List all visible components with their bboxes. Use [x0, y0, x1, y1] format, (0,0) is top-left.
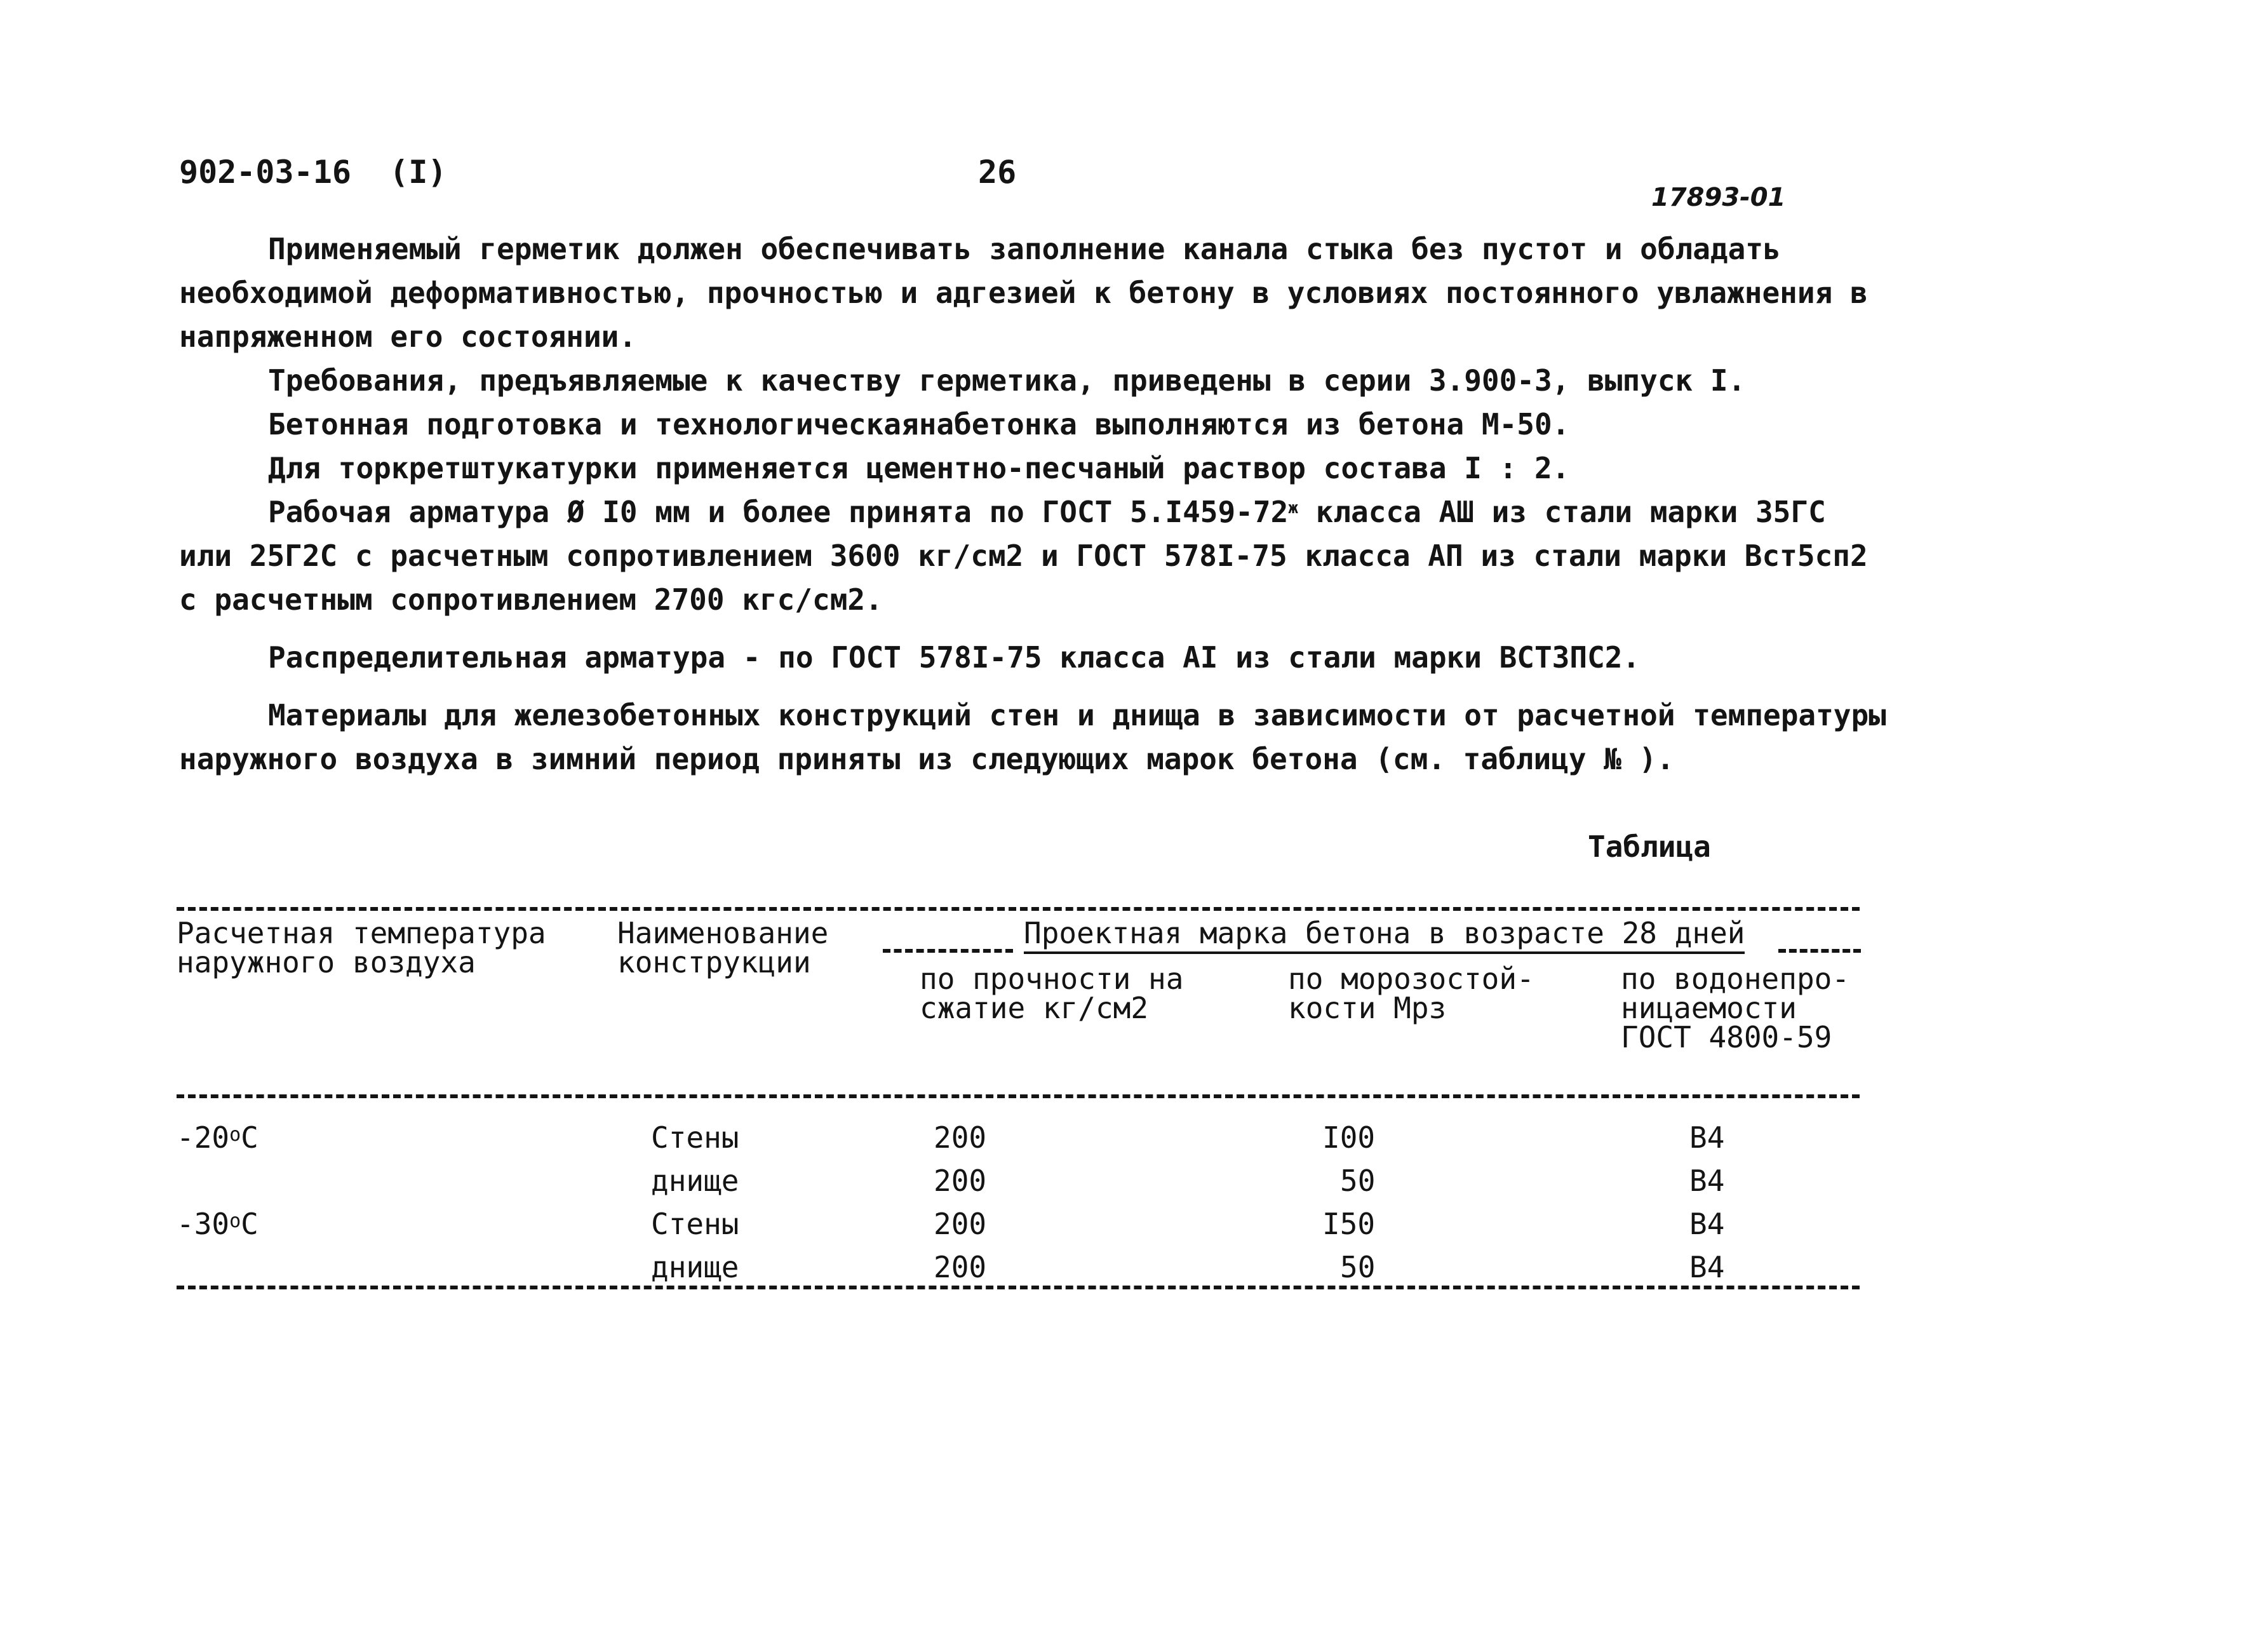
row-frost: 50: [1340, 1164, 1376, 1198]
group-header-text: Проектная марка бетона в возрасте 28 дней: [1024, 916, 1745, 954]
table-caption: Таблица: [1588, 830, 1711, 864]
row-construction: днище: [651, 1164, 739, 1198]
row-water: В4: [1689, 1164, 1725, 1198]
paragraph-rebar-text-2: класса АШ из стали марки 35ГС или 25Г2С с расчетным сопротивлением 3600 кг/см2 и ГОСТ 578I-75 класса АП из стали марки Вст5сп2 с расчетным сопротивлением 2700 кгс/см2.: [179, 495, 1868, 617]
column-header-frost: [1288, 964, 1534, 1023]
row-construction: днище: [651, 1250, 739, 1284]
paragraph-sealant: Применяемый герметик должен обеспечивать заполнение канала стыка без пустот и обладать необходимой деформативностью, прочностью и адгезией к бетону в условиях постоянного увлажнения в напряженном его состоянии.: [179, 232, 1868, 354]
row-temperature: $-30^оС$: [177, 1207, 258, 1241]
paragraph-rebar: [179, 490, 1888, 622]
column-header-construction-line-2: конструкции: [617, 945, 811, 979]
column-header-strength-line-1: по прочности на: [920, 962, 1184, 996]
paragraph-distribution-rebar: Распределительная арматура - по ГОСТ 578I-75 класса АI из стали марки ВСТЗПС2.: [268, 640, 1641, 675]
table-header-rule: [177, 1094, 1860, 1098]
group-header-lead-right: [1778, 949, 1861, 953]
column-header-strength-line-2: сжатие кг/см2: [920, 991, 1149, 1025]
table-top-rule: [177, 907, 1860, 911]
document-code-part: (I): [389, 154, 447, 191]
paragraph-plaster: Для торкретштукатурки применяется цементно-песчаный раствор состава I : 2.: [268, 451, 1570, 485]
paragraph-rebar-text-1: Рабочая арматура Ø I0 мм и более принята по ГОСТ 5.I459-72: [268, 495, 1289, 529]
row-frost: I50: [1322, 1207, 1376, 1241]
document-code-number: 902-03-16: [179, 154, 351, 191]
body-text: [179, 227, 1888, 781]
row-strength: 200: [934, 1207, 987, 1241]
group-header: [1024, 918, 1745, 948]
row-construction: Стены: [651, 1120, 739, 1155]
column-header-water: [1621, 964, 1849, 1052]
paragraph-requirements: Требования, предъявляемые к качеству герметика, приведены в серии 3.900-3, выпуск I.: [268, 363, 1746, 398]
gost-mark: ж: [1288, 499, 1298, 518]
table-bottom-rule: [177, 1286, 1860, 1289]
column-header-temperature-line-2: наружного воздуха: [177, 945, 476, 979]
column-header-water-line-2: ницаемости: [1621, 991, 1797, 1025]
document-code: [179, 154, 446, 191]
column-header-temperature: [177, 918, 546, 977]
column-header-water-line-3: ГОСТ 4800-59: [1621, 1020, 1832, 1054]
column-header-water-line-1: по водонепро-: [1621, 962, 1850, 996]
column-header-frost-line-2: кости Мрз: [1288, 991, 1447, 1025]
stamp-number: 17893-01: [1651, 183, 1786, 212]
row-strength: 200: [934, 1250, 987, 1284]
column-header-frost-line-1: по морозостой-: [1288, 962, 1534, 996]
row-temperature: $-20^оС$: [177, 1120, 258, 1155]
column-header-construction: [617, 918, 828, 977]
group-header-lead-left: [883, 949, 1013, 953]
row-water: В4: [1689, 1207, 1725, 1241]
row-water: В4: [1689, 1120, 1725, 1155]
paragraph-concrete-prep: Бетонная подготовка и технологическаянабетонка выполняются из бетона М-50.: [268, 407, 1570, 441]
column-header-strength: [920, 964, 1183, 1023]
row-frost: I00: [1322, 1120, 1376, 1155]
page-number: 26: [978, 154, 1017, 191]
row-water: В4: [1689, 1250, 1725, 1284]
row-frost: 50: [1340, 1250, 1376, 1284]
paragraph-materials: Материалы для железобетонных конструкций стен и днища в зависимости от расчетной температуры наружного воздуха в зимний период приняты из следующих марок бетона (см. таблицу № ).: [179, 698, 1886, 776]
column-header-temperature-line-1: Расчетная температура: [177, 916, 546, 950]
row-strength: 200: [934, 1164, 987, 1198]
row-strength: 200: [934, 1120, 987, 1155]
row-construction: Стены: [651, 1207, 739, 1241]
column-header-construction-line-1: Наименование: [617, 916, 829, 950]
